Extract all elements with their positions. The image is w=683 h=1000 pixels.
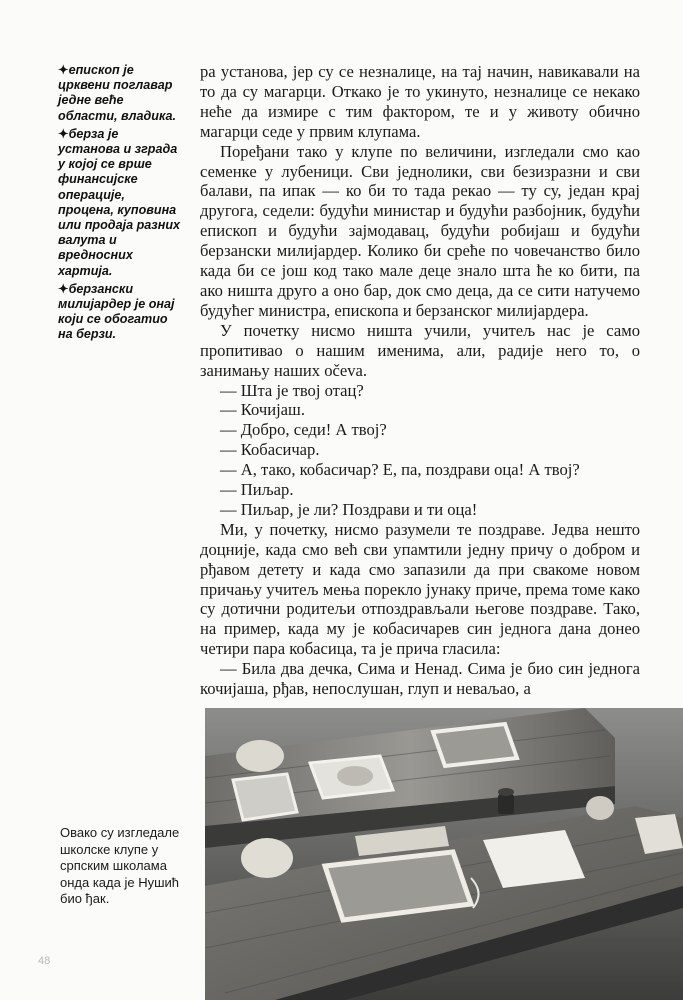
dialog-line: — Кочијаш. <box>220 400 305 420</box>
glossary-entry <box>58 127 180 279</box>
glossary-term: епископ <box>68 63 120 77</box>
paragraph: ра установа, јер су се незналице, на тај начин, навикавали на то да су магарци. Откако је то укинуто, незналице се некако неће да измире с тим фактором, те и у животу обично магарци седе у првим клупама. <box>200 62 640 141</box>
glossary-entry <box>58 282 180 343</box>
photo-caption: Овако су изгледале школске клупе у српским школама онда када је Нушић био ђак. <box>60 825 180 906</box>
glossary-definition: је црквени поглавар једне веће области, владика. <box>58 63 177 123</box>
school-desks-illustration <box>205 708 683 1000</box>
glossary-entry <box>58 63 180 124</box>
glossary-term: берзански милијардер <box>58 281 134 312</box>
school-desks-photo <box>205 708 683 1000</box>
dialog-line: — Пиљар. <box>220 480 294 500</box>
dialog-line: — А, тако, кобасичар? Е, па, поздрави оца! А твој? <box>220 460 580 480</box>
diamond-bullet-icon: ✦ <box>58 63 69 77</box>
paragraph: Ми, у почетку, нисмо разумели те поздраве. Једва нешто доцније, када смо већ сви упамтили једну причу о добром и рђавом детету и када смо запазили да при свакоме новом причању учитељ мења порекло јунаку приче, према томе како су дотични родитељи отпоздрављали његове поздраве. Тако, на пример, када му је кобасичарев син једнога дана донео четири пара кобасица, та је прича гласила: <box>200 519 640 659</box>
glossary-sidebar <box>58 63 180 346</box>
glossary-definition: је онај који се обогатио на берзи. <box>58 297 175 342</box>
dialog-line: — Кобасичар. <box>220 440 320 460</box>
paragraph: У почетку нисмо ништа учили, учитељ нас је само пропитивао о нашим именима, али, радије него то, о занимању наших očeva. <box>200 320 640 380</box>
paragraph: — Била два дечка, Сима и Ненад. Сима је био син једнога кочијаша, рђав, непослушан, глуп и неваљао, а <box>200 659 640 699</box>
glossary-definition: је установа и зграда у којој се врше финансијске операције, процена, куповина или продаја разних валута и вредносних хартија. <box>58 126 181 278</box>
dialog-line: — Пиљар, је ли? Поздрави и ти оца! <box>220 499 478 519</box>
page-number: 48 <box>38 955 51 967</box>
story-text <box>200 62 640 699</box>
diamond-bullet-icon: ✦ <box>58 126 69 141</box>
dialog-line: — Шта је твој отац? <box>220 380 364 400</box>
diamond-bullet-icon: ✦ <box>58 281 69 296</box>
dialog-line: — Добро, седи! А твој? <box>220 420 387 440</box>
paragraph: Поређани тако у клупе по величини, изгледали смо као семенке у лубеници. Сви једнолики, сви безизразни и сви балави, па ипак — ко би то тада рекао — ту су, један крај другога, седели: будући министар и будући разбојник, будући епископ и будући зајмодавац, будући робијаш и будући берзански милијардер. Колико би среће по човечанство било када би се још код тако мале деце знало шта ће ко бити, па ако ништа друго а оно бар, док смо деца, да се сити натучемо будућег министра, епископа и берзанског милијардера. <box>200 141 640 320</box>
glossary-term: берза <box>68 126 105 141</box>
